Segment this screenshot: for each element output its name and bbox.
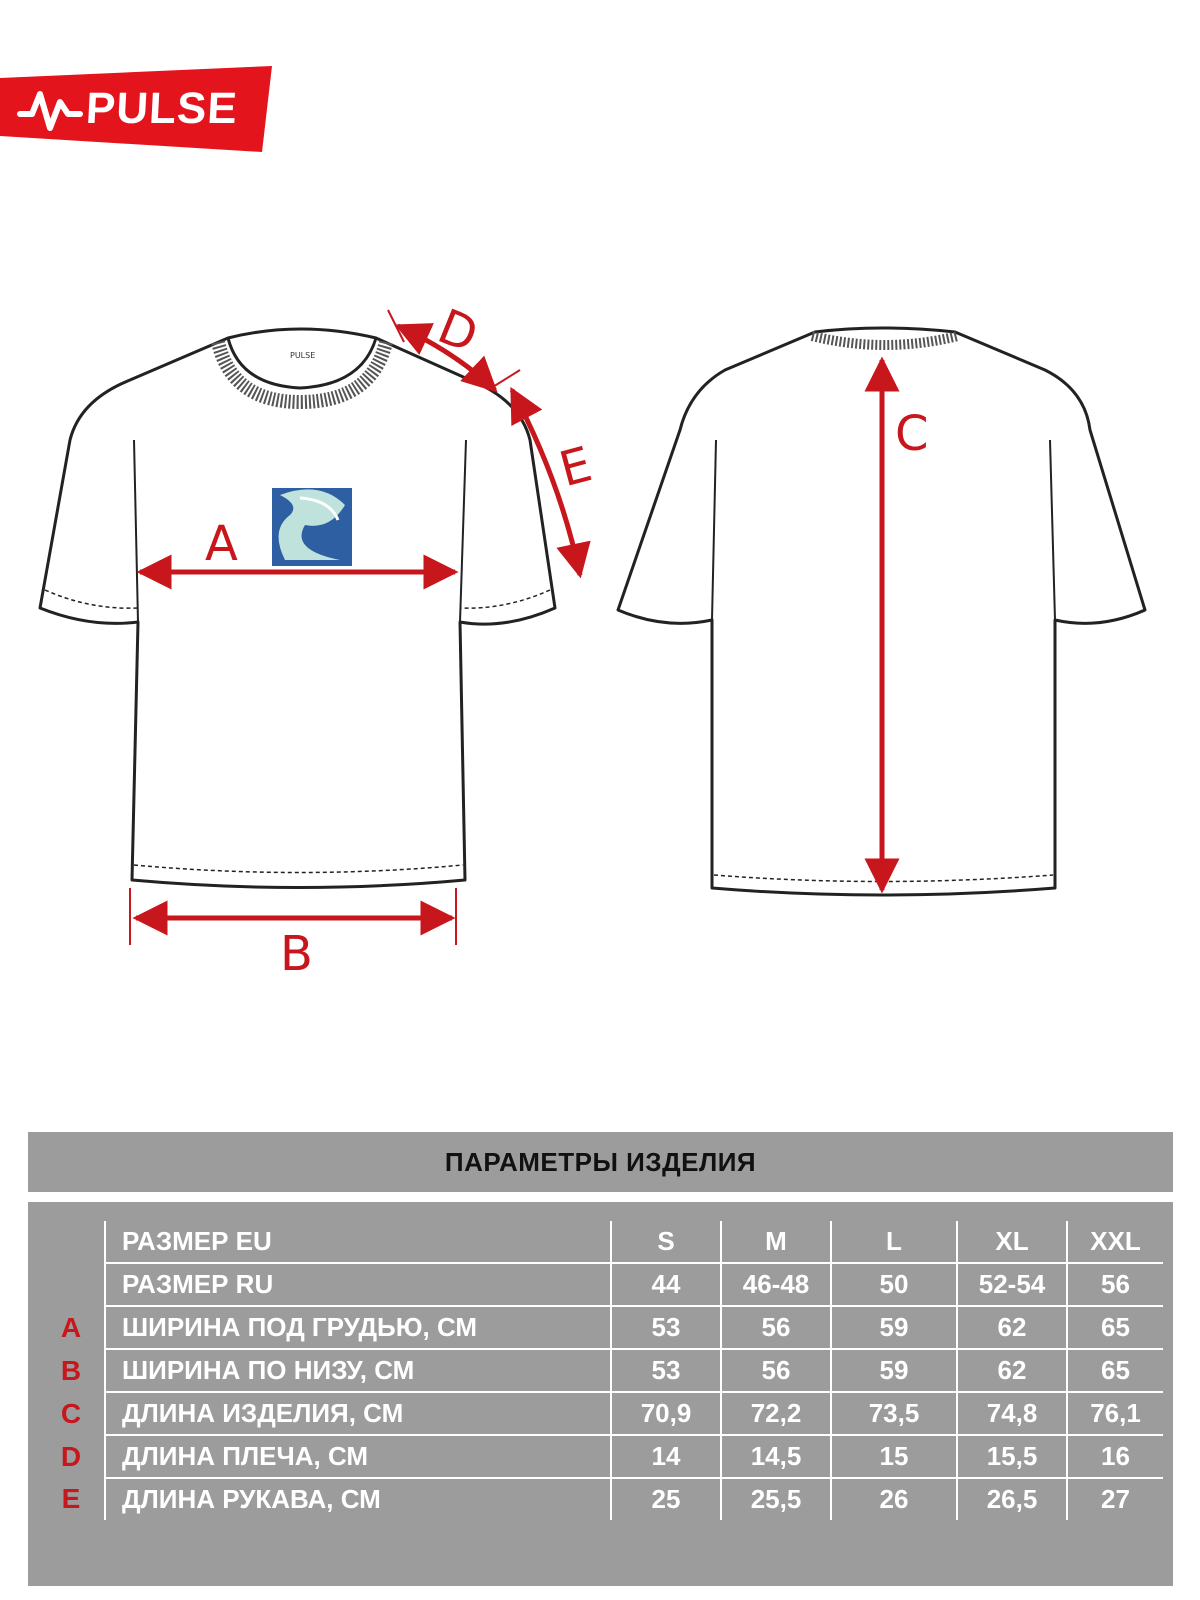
row-label: ШИРИНА ПОД ГРУДЬЮ, СМ: [105, 1306, 611, 1349]
table-row: [38, 1392, 1163, 1435]
measure-label-a: A: [205, 516, 238, 572]
params-title: ПАРАМЕТРЫ ИЗДЕЛИЯ: [444, 1146, 757, 1177]
row-letter: B: [60, 1354, 82, 1386]
row-letter: C: [60, 1397, 82, 1429]
measure-label-e: E: [553, 436, 598, 499]
logo-text: PULSE: [84, 84, 240, 133]
table-row: [38, 1435, 1163, 1478]
table-cell: XXL: [1067, 1221, 1163, 1263]
table-cell: 62: [957, 1306, 1067, 1349]
table-cell: XL: [957, 1221, 1067, 1263]
table-cell: 15: [831, 1435, 957, 1478]
table-cell: L: [831, 1221, 957, 1263]
table-cell: 74,8: [957, 1392, 1067, 1435]
row-label: ДЛИНА РУКАВА, СМ: [105, 1478, 611, 1520]
front-view-shirt: [40, 329, 555, 888]
table-cell: S: [611, 1221, 721, 1263]
measure-label-c: C: [895, 406, 929, 462]
params-title-bar: [28, 1132, 1173, 1192]
table-cell: 62: [957, 1349, 1067, 1392]
table-cell: 15,5: [957, 1435, 1067, 1478]
table-cell: 72,2: [721, 1392, 831, 1435]
table-cell: 70,9: [611, 1392, 721, 1435]
row-letter: [38, 1263, 105, 1306]
table-cell: 65: [1067, 1306, 1163, 1349]
size-table: [38, 1221, 1163, 1520]
row-letter: [38, 1221, 105, 1263]
row-label: ДЛИНА ИЗДЕЛИЯ, СМ: [105, 1392, 611, 1435]
table-cell: 56: [1067, 1263, 1163, 1306]
table-cell: 59: [831, 1349, 957, 1392]
table-cell: 52-54: [957, 1263, 1067, 1306]
row-letter: A: [60, 1311, 82, 1343]
row-letter: D: [60, 1440, 82, 1472]
tshirt-measurement-diagram: [0, 290, 1200, 1010]
table-cell: 25: [611, 1478, 721, 1520]
table-row: [38, 1478, 1163, 1520]
table-cell: 59: [831, 1306, 957, 1349]
row-label: РАЗМЕР EU: [105, 1221, 611, 1263]
table-cell: 25,5: [721, 1478, 831, 1520]
table-cell: 56: [721, 1349, 831, 1392]
row-label: ШИРИНА ПО НИЗУ, СМ: [105, 1349, 611, 1392]
row-label: ДЛИНА ПЛЕЧА, СМ: [105, 1435, 611, 1478]
measure-label-d: D: [430, 298, 486, 365]
table-cell: M: [721, 1221, 831, 1263]
front-print-graphic: [272, 488, 352, 566]
table-row: [38, 1306, 1163, 1349]
table-cell: 56: [721, 1306, 831, 1349]
size-table-container: [28, 1202, 1173, 1586]
table-cell: 44: [611, 1263, 721, 1306]
table-cell: 65: [1067, 1349, 1163, 1392]
brand-logo: [0, 66, 280, 152]
table-cell: 26: [831, 1478, 957, 1520]
neck-label-brand: PULSE: [290, 351, 316, 360]
table-row: [38, 1221, 1163, 1263]
row-label: РАЗМЕР RU: [105, 1263, 611, 1306]
table-cell: 73,5: [831, 1392, 957, 1435]
table-cell: 53: [611, 1349, 721, 1392]
table-cell: 50: [831, 1263, 957, 1306]
table-cell: 53: [611, 1306, 721, 1349]
table-cell: 26,5: [957, 1478, 1067, 1520]
row-letter: E: [61, 1483, 81, 1514]
table-cell: 27: [1067, 1478, 1163, 1520]
table-cell: 76,1: [1067, 1392, 1163, 1435]
table-cell: 14,5: [721, 1435, 831, 1478]
measure-label-b: B: [280, 926, 313, 982]
table-cell: 14: [611, 1435, 721, 1478]
table-row: [38, 1263, 1163, 1306]
table-cell: 16: [1067, 1435, 1163, 1478]
table-cell: 46-48: [721, 1263, 831, 1306]
table-row: [38, 1349, 1163, 1392]
